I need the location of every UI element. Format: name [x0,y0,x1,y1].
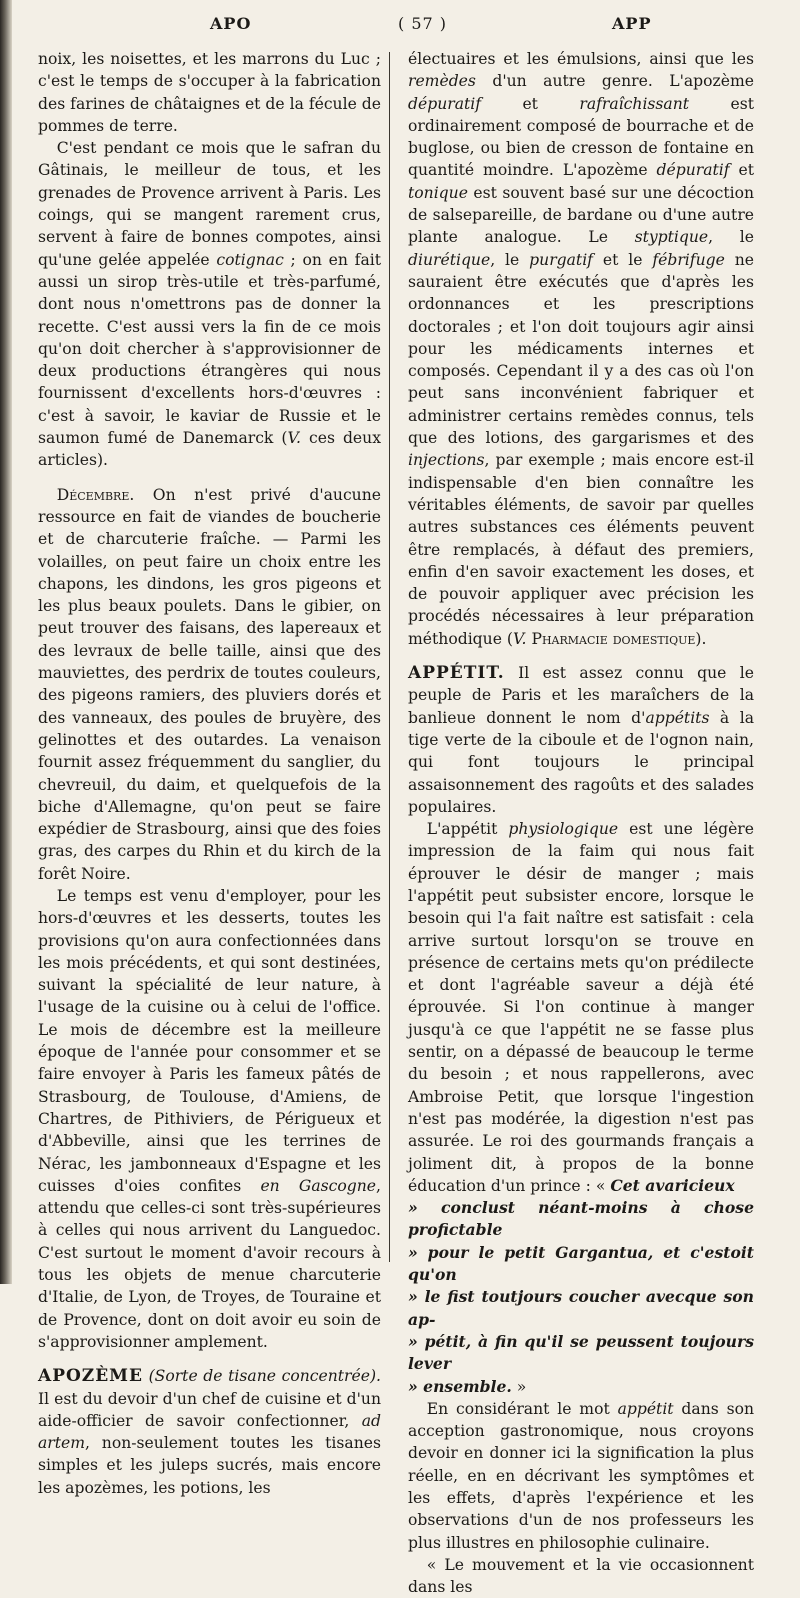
entry-heading: APOZÈME [38,1366,143,1387]
paragraph: Le temps est venu d'employer, pour les hors-d'œuvres et les desserts, toutes les provisions qu'on aura confectionnées dans les mois précédents, et qui sont destinées, suivant la spécialité de leur nature, à l'usage de la cuisine ou à celui de l'office. Le mois de décembre est la meilleure époque de l'année pour consommer et se faire envoyer à Paris les fameux pâtés de Strasbourg, de Toulouse, d'Amiens, de Chartres, de Pithiviers, de Périgueux et d'Abbeville, ainsi que les terrines de Nérac, les jambonneaux d'Espagne et les cuisses d'oies confites en Gascogne, attendu que celles-ci sont très-supérieures à celles qui nous arrivent du Languedoc. C'est surtout le moment d'avoir recours à tous les objets de menue charcuterie d'Italie, de Lyon, de Troyes, de Touraine et de Provence, dont on doit avoir eu soin de s'approvisionner amplement. [38,886,381,1351]
column-divider [389,52,390,1262]
paragraph: noix, les noisettes, et les marrons du Luc ; c'est le temps de s'occuper à la fabrication des farines de châtaignes et de la fécule de pommes de terre. [38,50,381,135]
paragraph: C'est pendant ce mois que le safran du Gâtinais, le meilleur de tous, et les grenades de Provence arrivent à Paris. Les coings, qui se mangent rarement crus, servent à faire de bonnes compotes, ainsi qu'une gelée appelée cotignac ; on en fait aussi un sirop très-utile et très-parfumé, dont nous n'omettrons pas de donner la recette. C'est aussi vers la fin de ce mois qu'on doit chercher à s'approvisionner de deux productions étrangères qui nous fournissent d'excellents hors-d'œuvres : c'est à savoir, le kaviar de Russie et le saumon fumé de Danemarck (V. ces deux articles). [38,139,381,470]
binding-edge [0,0,12,1284]
quote-line: » le fist toutjours coucher avecque son ap- [408,1287,754,1329]
entry-apozeme: APOZÈME (Sorte de tisane concentrée). Il est du devoir d'un chef de cuisine et d'un aide-officier de savoir confectionner, ad artem, non-seulement toutes les tisanes simples et les juleps sucrés, mais encore les apozèmes, les potions, les [38,1366,381,1497]
quote-line: » conclust néant-moins à chose profictable [408,1198,754,1240]
paragraph: En considérant le mot appétit dans son acception gastronomique, nous croyons devoir en donner ici la signification la plus réelle, en en décrivant les symptômes et les effets, d'après l'expérience et les observations d'un de nos professeurs les plus illustres en philosophie culinaire. [408,1399,754,1552]
right-column [408,48,754,1598]
running-head [40,14,780,40]
spacer [408,650,754,662]
spacer [38,1353,381,1365]
quote-line: » pétit, à fin qu'il se peussent toujours lever [408,1331,754,1374]
spacer [38,472,381,484]
entry-appetit: APPÉTIT. Il est assez connu que le peuple de Paris et les maraîchers de la banlieue donnent le nom d'appétits à la tige verte de la ciboule et de l'ognon nain, qui font toujours le principal assaisonnement des ragoûts et des salades populaires. [408,663,754,816]
quote-line: » pour le petit Gargantua, et c'estoit qu'on [408,1242,754,1285]
left-column [38,48,381,1499]
header-right-word: APP [612,14,652,33]
paragraph-december: Décembre. On n'est privé d'aucune ressource en fait de viandes de boucherie et de charcuterie fraîche. — Parmi les volailles, on peut faire un choix entre les chapons, les dindons, les gros pigeons et les plus beaux poulets. Dans le gibier, on peut trouver des faisans, des lapereaux et des levraux de belle taille, ainsi que des mauviettes, des perdrix de toutes couleurs, des pigeons ramiers, des pluviers dorés et des vanneaux, des poules de bruyère, des gelinottes et des outardes. La venaison fournit assez fréquemment du sanglier, du chevreuil, du daim, et quelquefois de la biche d'Allemagne, qu'on peut se faire expédier de Strasbourg, ainsi que des foies gras, des carpes du Rhin et du kirch de la forêt Noire. [38,485,381,883]
paragraph: « Le mouvement et la vie occasionnent dans les [408,1555,754,1597]
entry-heading: APPÉTIT. [408,663,505,684]
quote-line: » ensemble. » [408,1376,527,1396]
page-number: ( 57 ) [398,14,448,33]
paragraph: L'appétit physiologique est une légère impression de la faim qui nous fait éprouver le désir de manger ; mais l'appétit peut subsister encore, lorsque le besoin qui l'a fait naître est satisfait : cela arrive surtout lorsqu'on se trouve en présence de certains mets qu'on prédilecte et dont l'agréable saveur a déjà été éprouvée. Si l'on continue à manger jusqu'à ce que l'appétit ne se fasse plus sentir, on a dépassé de beaucoup le terme du besoin ; et nous rappellerons, avec Ambroise Petit, que lorsque l'ingestion n'est pas modérée, la digestion n'est pas assurée. Le roi des gourmands français a joliment dit, à propos de la bonne éducation d'un prince : « Cet avaricieux [408,820,754,1195]
entry-heading: Décembre. [56,485,135,504]
paragraph: électuaires et les émulsions, ainsi que les remèdes d'un autre genre. L'apozème dépuratif et rafraîchissant est ordinairement composé de bourrache et de buglose, ou bien de cresson de fontaine en quantité moindre. L'apozème dépuratif et tonique est souvent basé sur une décoction de salsepareille, de bardane ou d'une autre plante analogue. Le styptique, le diurétique, le purgatif et le fébrifuge ne sauraient être exécutés que d'après les ordonnances et les prescriptions doctorales ; et l'on doit toujours agir ainsi pour les médicaments internes et composés. Cependant il y a des cas où l'on peut sans inconvénient fabriquer et administrer certains remèdes connus, tels que des lotions, des gargarismes et des injections, par exemple ; mais encore est-il indispensable d'en bien connaître les véritables éléments, de savoir par quelles autres substances ces éléments peuvent être remplacés, à défaut des premiers, enfin d'en savoir exactement les doses, et de pouvoir appliquer avec précision les procédés nécessaires à leur préparation méthodique (V. Pharmacie domestique). [408,50,755,648]
header-left-word: APO [210,14,252,33]
